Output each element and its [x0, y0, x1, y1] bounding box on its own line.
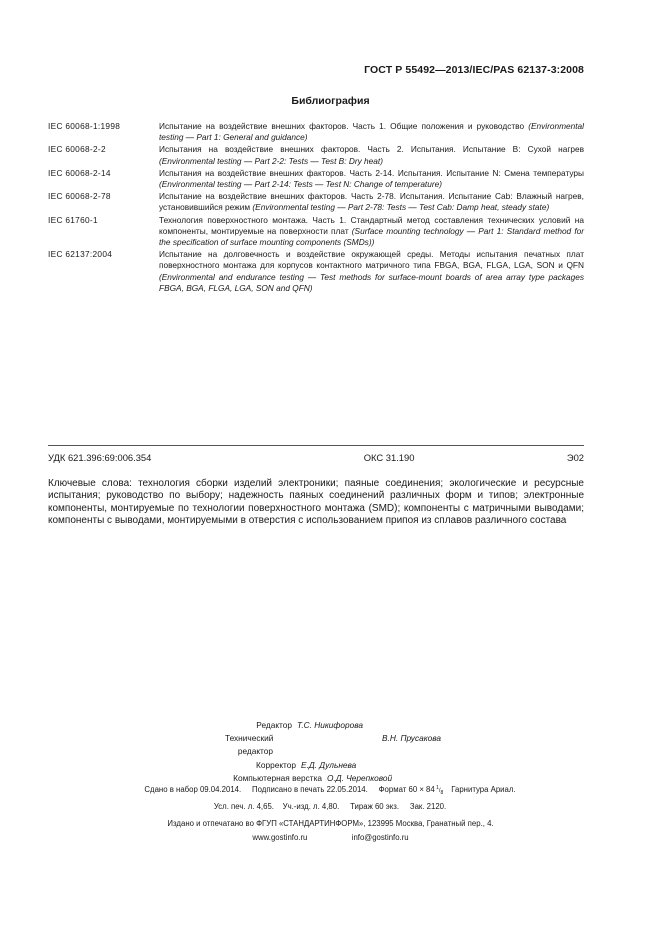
entry-english-title: (Surface mounting technology — Part 1: Standard method for the specification of surface mounting components (SMDs)): [159, 225, 584, 248]
bibliography-entry: [48, 215, 584, 249]
email-link[interactable]: info@gostinfo.ru: [351, 832, 409, 842]
credit-name: В.Н. Прусакова: [382, 733, 441, 744]
credit-name: Т.С. Никифорова: [297, 720, 364, 730]
bibliography-entry: [48, 144, 584, 166]
publication-info: [100, 781, 560, 814]
entry-description: Испытание на воздействие внешних факторов. Часть 1. Общие положения и руководство (Environmental testing — Part 1: General and guidance): [159, 121, 584, 143]
divider-line: [48, 445, 584, 446]
website-link[interactable]: www.gostinfo.ru: [252, 832, 308, 842]
udk-code: УДК 621.396:69:006.354: [48, 452, 152, 463]
credit-role: Технический редактор: [225, 733, 274, 757]
entry-reference: IEC 60068-2-78: [48, 191, 111, 202]
order-number: Зак. 2120.: [409, 802, 447, 812]
credit-name: О.Д. Черепковой: [327, 772, 393, 783]
entry-description: Технология поверхностного монтажа. Часть 1. Стандартный метод составления технических условий на компоненты, монтируемые на поверхности плат (Surface mounting technology — Part 1: Standard method for the specification of surface mounting components (SMDs)): [159, 214, 584, 248]
credits-block: [200, 719, 441, 785]
credit-role: Компьютерная верстка: [233, 772, 322, 783]
oks-code: ОКС 31.190: [363, 452, 415, 463]
credit-line: [200, 759, 441, 772]
document-header: ГОСТ Р 55492—2013/IEC/PAS 62137-3:2008: [364, 64, 584, 76]
entry-english-title: (Environmental testing — Part 2-2: Tests — Test B: Dry heat): [159, 155, 383, 166]
signed-date: Подписано в печать 22.05.2014.: [252, 785, 368, 794]
group-code: Э02: [566, 452, 584, 463]
entry-reference: IEC 60068-2-2: [48, 144, 106, 155]
paper-format: Формат 60 × 84: [378, 785, 435, 794]
entry-english-title: (Environmental and endurance testing — Test methods for surface-mount boards of area array type packages FBGA, BGA, FLGA, LGA, SON and QFN): [159, 271, 584, 293]
entry-description: Испытание на воздействие внешних факторов. Часть 2-78. Испытания. Испытание Cab: Влажный нагрев, установившийся режим (Environmental testing — Part 2-78: Tests — Test Cab: Damp heat, steady state): [159, 191, 584, 213]
sent-date: Сдано в набор 09.04.2014.: [144, 785, 242, 794]
entry-english-title: (Environmental testing — Part 2-78: Tests — Test Cab: Damp heat, steady state): [252, 202, 550, 213]
keywords-paragraph: Ключевые слова: технология сборки изделий электроники; паяные соединения; экологические и ресурсные испытания; руководство по выбору; надежность паяных соединений различных форм и типов; электронные компоненты, монтируемые по технологии поверхностного монтажа (SMD); компоненты с матричными выводами; компоненты с выводами, монтируемыми в отверстия с использованием припоя из сплавов различного состава: [48, 478, 584, 527]
credit-role: Редактор: [256, 720, 292, 730]
contact-line: [0, 831, 661, 845]
bibliography-list: [48, 121, 584, 295]
publisher-address: Издано и отпечатано во ФГУП «СТАНДАРТИНФОРМ», 123995 Москва, Гранатный пер., 4.: [167, 819, 494, 828]
entry-description: Испытания на воздействие внешних факторов. Часть 2-14. Испытания. Испытание N: Смена температуры (Environmental testing — Part 2-14: Tests — Test N: Change of temperature): [159, 167, 584, 190]
bibliography-title: Библиография: [291, 95, 370, 107]
typeface: Гарнитура Ариал.: [451, 785, 516, 794]
entry-english-title: (Environmental testing — Part 1: General and guidance): [159, 121, 584, 143]
credit-line: [200, 719, 441, 732]
bibliography-entry: [48, 191, 584, 213]
print-run: Тираж 60 экз.: [350, 802, 400, 812]
credit-role: Корректор: [256, 759, 296, 770]
credit-line: [200, 732, 441, 758]
bibliography-entry: [48, 249, 584, 294]
publication-line-1: [100, 781, 560, 800]
entry-english-title: (Environmental testing — Part 2-14: Tests — Test N: Change of temperature): [159, 179, 442, 190]
entry-reference: IEC 62137:2004: [48, 249, 113, 260]
publisher-footer: [0, 817, 661, 844]
bibliography-entry: [48, 168, 584, 190]
classification-row: [48, 452, 584, 463]
entry-reference: IEC 61760-1: [48, 214, 98, 225]
bibliography-entry: [48, 121, 584, 143]
print-sheets: Усл. печ. л. 4,65.: [213, 802, 274, 812]
credit-name: Е.Д. Дульнева: [301, 759, 357, 770]
format-fraction: $^1/_8$: [436, 785, 444, 797]
publication-line-2: [100, 800, 560, 814]
entry-reference: IEC 60068-2-14: [48, 167, 111, 178]
entry-description: Испытание на долговечность и воздействие окружающей среды. Методы испытания печатных плат поверхностного монтажа для корпусов контактного матричного типа FBGA, BGA, FLGA, LGA, SON и QFN (Environmental and endurance testing — Test methods for surface-mount boards of area array type packages FBGA, BGA, FLGA, LGA, SON and QFN): [159, 249, 584, 293]
edition-sheets: Уч.-изд. л. 4,80.: [282, 802, 340, 812]
entry-reference: IEC 60068-1:1998: [48, 121, 121, 131]
entry-description: Испытания на воздействие внешних факторов. Часть 2. Испытания. Испытание В: Сухой нагрев (Environmental testing — Part 2-2: Tests — Test B: Dry heat): [159, 144, 584, 166]
